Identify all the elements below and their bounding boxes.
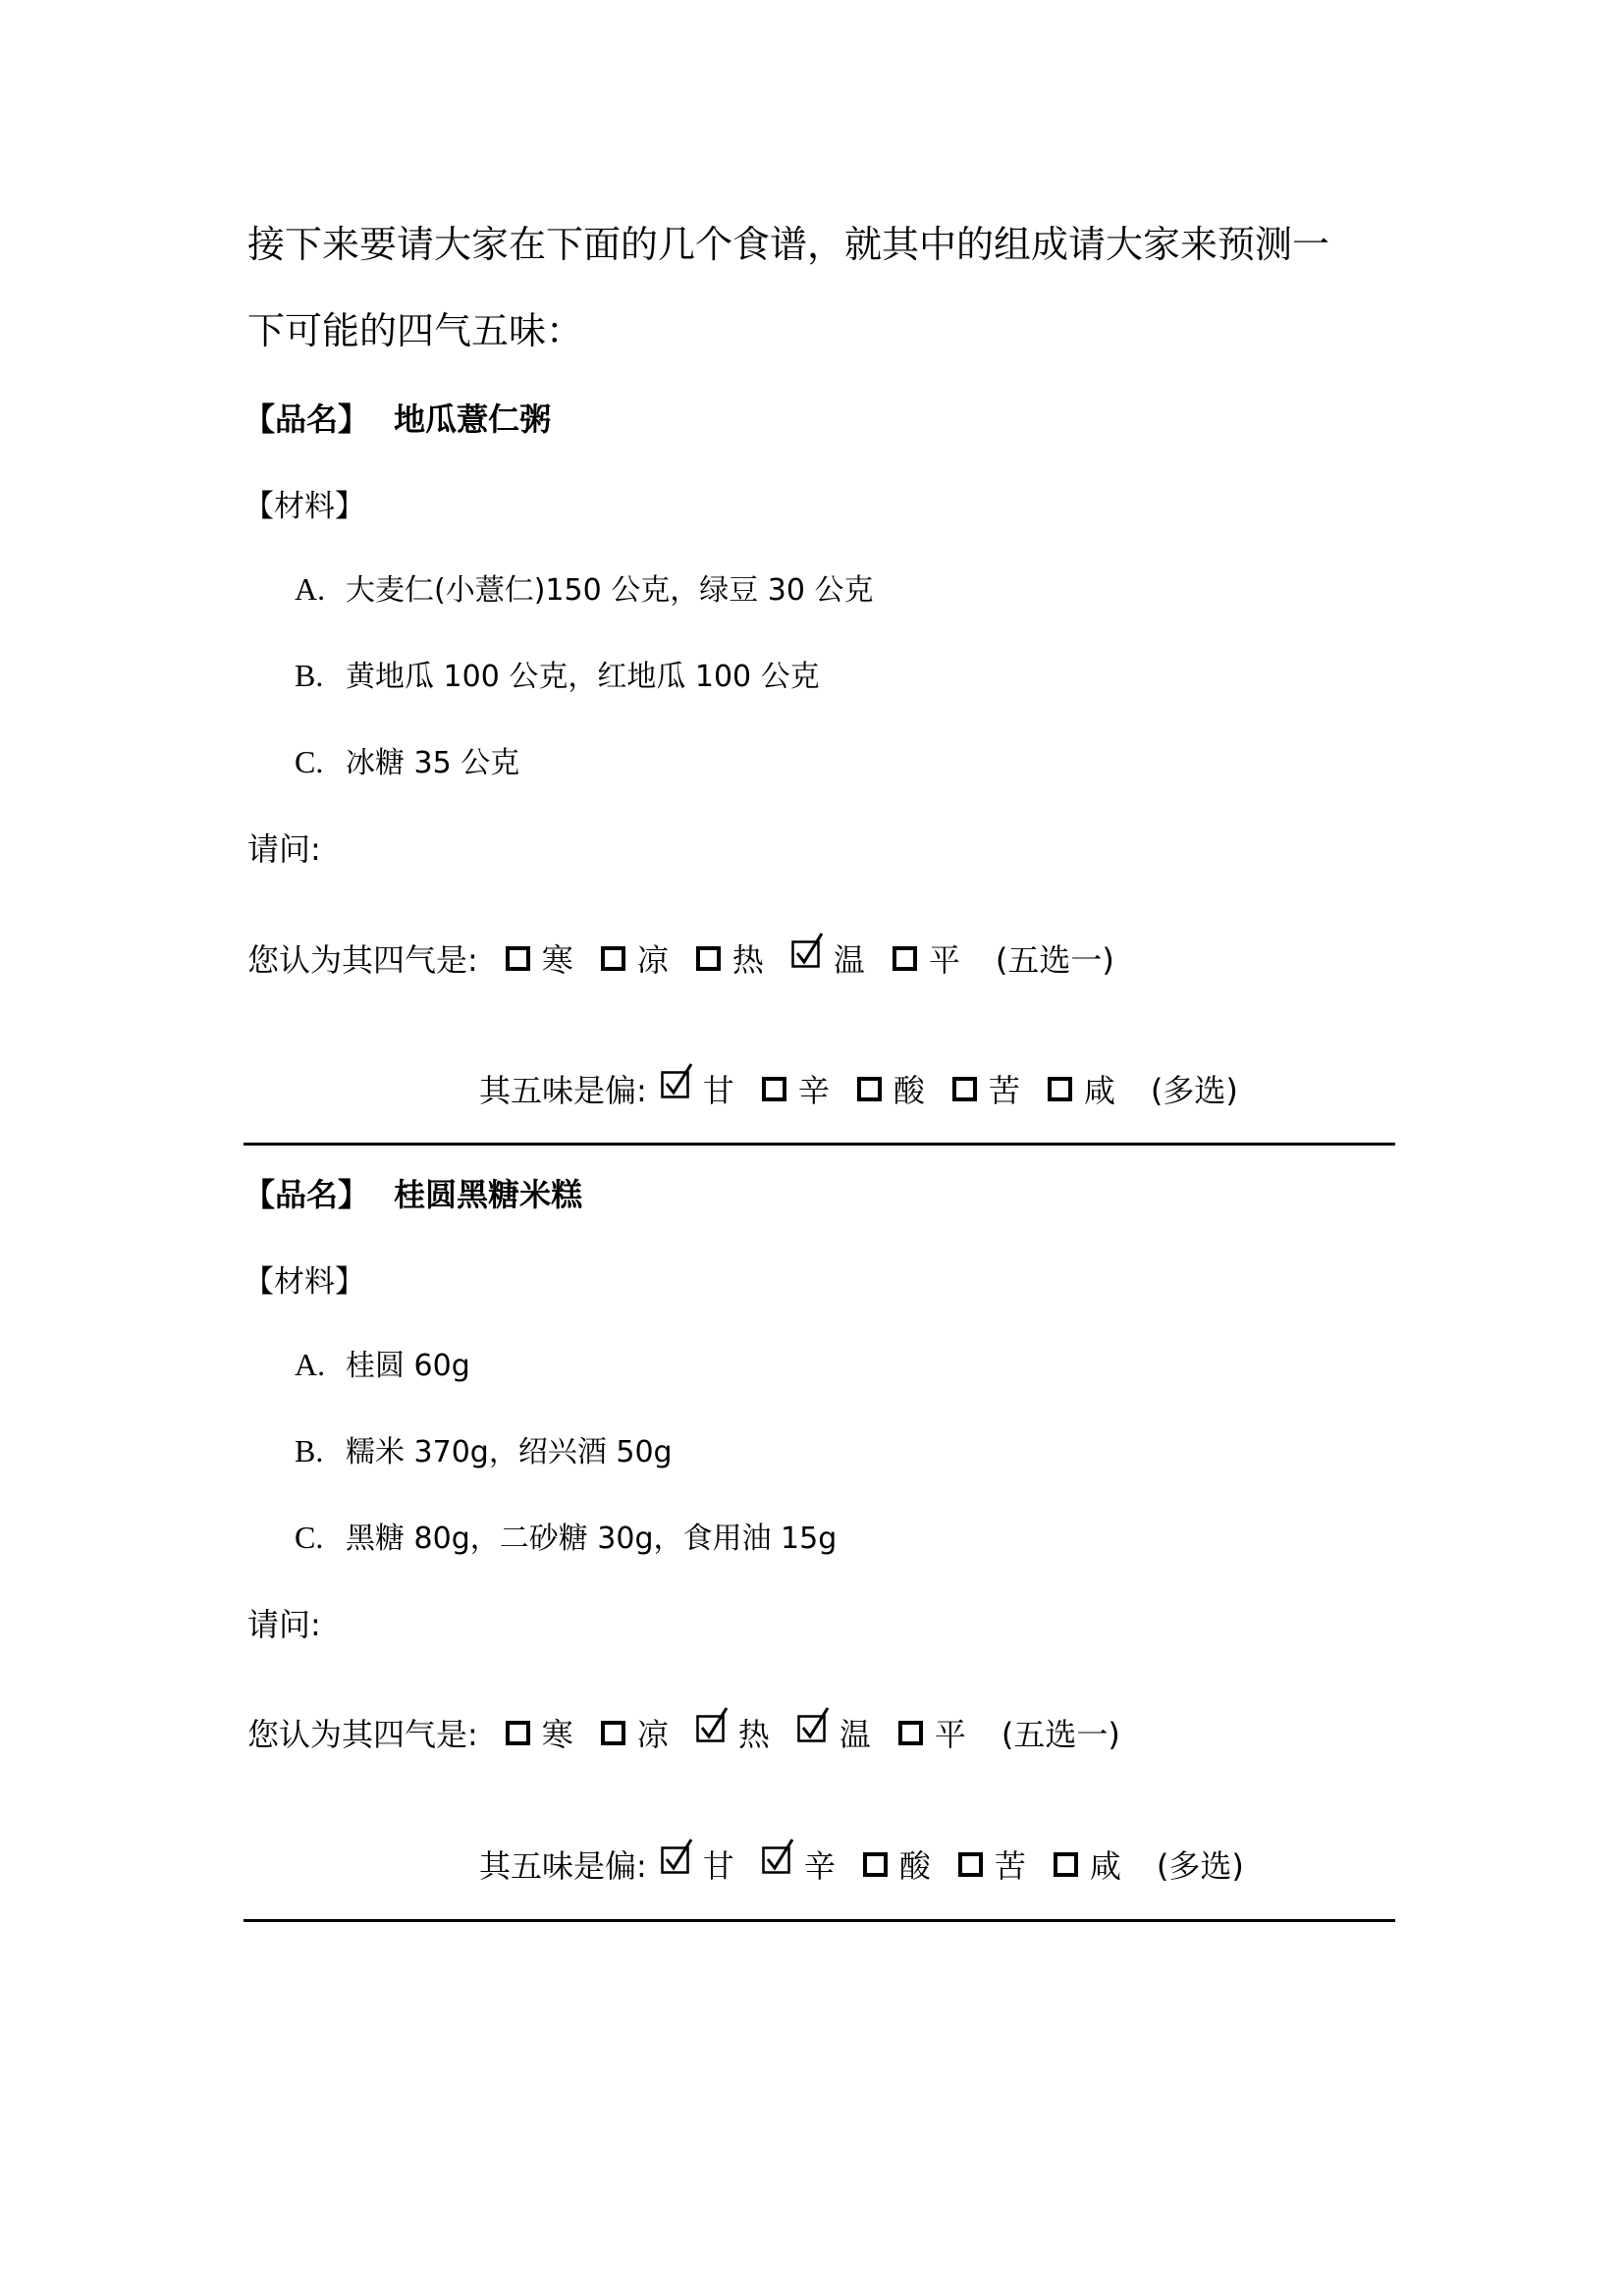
option-label: 寒 — [541, 1716, 573, 1753]
checkbox-option[interactable] — [1048, 1066, 1115, 1111]
ingredient-letter: C. — [295, 1520, 324, 1555]
checkbox-icon — [857, 1077, 882, 1101]
checkbox-icon — [893, 946, 917, 971]
checkbox-option[interactable] — [893, 935, 960, 981]
five-flavors-label: 其五味是偏: — [479, 1072, 647, 1109]
checked-box-icon — [791, 933, 824, 968]
checkbox-icon — [1054, 1852, 1078, 1877]
checkbox-icon — [898, 1721, 923, 1745]
ingredient-item — [295, 1514, 837, 1557]
option-label: 辛 — [803, 1847, 836, 1885]
checkbox-option[interactable] — [661, 1066, 734, 1111]
ingredient-item — [295, 565, 873, 609]
selection-note: (多选) — [1156, 1847, 1244, 1885]
checkbox-option[interactable] — [696, 935, 764, 981]
recipe-name: 桂圆黑糖米糕 — [394, 1176, 583, 1213]
option-label: 咸 — [1083, 1072, 1115, 1109]
four-qi-row — [247, 1710, 1120, 1755]
checkbox-option[interactable] — [601, 935, 669, 981]
option-label: 温 — [839, 1716, 871, 1753]
recipe-1-title — [244, 395, 551, 440]
checkbox-option[interactable] — [958, 1842, 1026, 1887]
option-label: 辛 — [797, 1072, 830, 1109]
four-qi-label: 您认为其四气是: — [247, 1716, 478, 1753]
checkbox-option[interactable] — [898, 1710, 966, 1755]
recipe-2-title — [244, 1170, 582, 1215]
checkbox-icon — [1048, 1077, 1072, 1101]
option-label: 温 — [833, 941, 865, 979]
ingredient-text: 大麦仁(小薏仁)150 公克，绿豆 30 公克 — [346, 573, 874, 608]
five-flavors-row — [479, 1066, 1238, 1111]
checkbox-icon — [952, 1077, 977, 1101]
option-label: 热 — [731, 941, 764, 979]
option-label: 凉 — [636, 941, 669, 979]
checkbox-option[interactable] — [762, 1842, 836, 1887]
materials-label: 【材料】 — [244, 1264, 365, 1300]
checkbox-icon — [958, 1852, 983, 1877]
question-prompt: 请问: — [247, 830, 321, 868]
ingredient-item — [295, 738, 519, 781]
recipe-name-label: 【品名】 — [244, 400, 370, 438]
option-label: 酸 — [893, 1072, 925, 1109]
option-label: 甘 — [702, 1072, 734, 1109]
intro-line-1: 接下来要请大家在下面的几个食谱，就其中的组成请大家来预测一 — [247, 223, 1330, 266]
ingredient-letter: B. — [295, 1433, 324, 1468]
checkbox-option[interactable] — [506, 1710, 573, 1755]
ingredient-letter: A. — [295, 1347, 326, 1382]
checkbox-option[interactable] — [797, 1710, 871, 1755]
checkbox-option[interactable] — [601, 1710, 669, 1755]
ingredient-item — [295, 1427, 673, 1470]
recipe-name-label: 【品名】 — [244, 1176, 370, 1213]
four-qi-row — [247, 935, 1114, 981]
checkbox-option[interactable] — [1054, 1842, 1121, 1887]
option-label: 甘 — [702, 1847, 734, 1885]
selection-note: (多选) — [1150, 1072, 1238, 1109]
checkbox-option[interactable] — [661, 1842, 734, 1887]
ingredient-text: 糯米 370g，绍兴酒 50g — [346, 1435, 673, 1469]
option-label: 咸 — [1089, 1847, 1121, 1885]
materials-label: 【材料】 — [244, 489, 365, 524]
checkbox-option[interactable] — [762, 1066, 830, 1111]
checkbox-option[interactable] — [863, 1842, 931, 1887]
checked-box-icon — [696, 1707, 729, 1742]
option-label: 平 — [934, 1716, 966, 1753]
checkbox-icon — [506, 946, 530, 971]
checkbox-option[interactable] — [952, 1066, 1020, 1111]
checked-box-icon — [797, 1707, 830, 1742]
four-qi-label: 您认为其四气是: — [247, 941, 478, 979]
option-label: 酸 — [898, 1847, 931, 1885]
five-flavors-label: 其五味是偏: — [479, 1847, 647, 1885]
selection-note: (五选一) — [995, 941, 1114, 979]
checkbox-option[interactable] — [857, 1066, 925, 1111]
option-label: 寒 — [541, 941, 573, 979]
ingredient-letter: A. — [295, 571, 326, 607]
recipe-name: 地瓜薏仁粥 — [394, 400, 552, 438]
checkbox-option[interactable] — [506, 935, 573, 981]
checked-box-icon — [661, 1839, 693, 1874]
ingredient-text: 黑糖 80g，二砂糖 30g，食用油 15g — [346, 1522, 838, 1556]
section-divider — [244, 1919, 1395, 1922]
checkbox-icon — [601, 1721, 625, 1745]
checkbox-option[interactable] — [791, 935, 865, 981]
option-label: 苦 — [988, 1072, 1020, 1109]
selection-note: (五选一) — [1001, 1716, 1120, 1753]
option-label: 热 — [737, 1716, 770, 1753]
section-divider — [244, 1143, 1395, 1146]
intro-line-2: 下可能的四气五味： — [247, 309, 584, 352]
ingredient-letter: C. — [295, 744, 324, 779]
checkbox-icon — [506, 1721, 530, 1745]
checked-box-icon — [762, 1839, 794, 1874]
checked-box-icon — [661, 1063, 693, 1098]
question-prompt: 请问: — [247, 1606, 321, 1643]
ingredient-text: 黄地瓜 100 公克，红地瓜 100 公克 — [346, 660, 820, 694]
five-flavors-row — [479, 1842, 1244, 1887]
checkbox-icon — [696, 946, 721, 971]
option-label: 平 — [928, 941, 960, 979]
checkbox-option[interactable] — [696, 1710, 770, 1755]
option-label: 凉 — [636, 1716, 669, 1753]
ingredient-item — [295, 652, 820, 695]
ingredient-text: 冰糖 35 公克 — [346, 746, 520, 780]
checkbox-icon — [762, 1077, 786, 1101]
ingredient-letter: B. — [295, 658, 324, 693]
ingredient-text: 桂圆 60g — [346, 1349, 470, 1383]
checkbox-icon — [601, 946, 625, 971]
checkbox-icon — [863, 1852, 888, 1877]
ingredient-item — [295, 1341, 470, 1384]
option-label: 苦 — [994, 1847, 1026, 1885]
